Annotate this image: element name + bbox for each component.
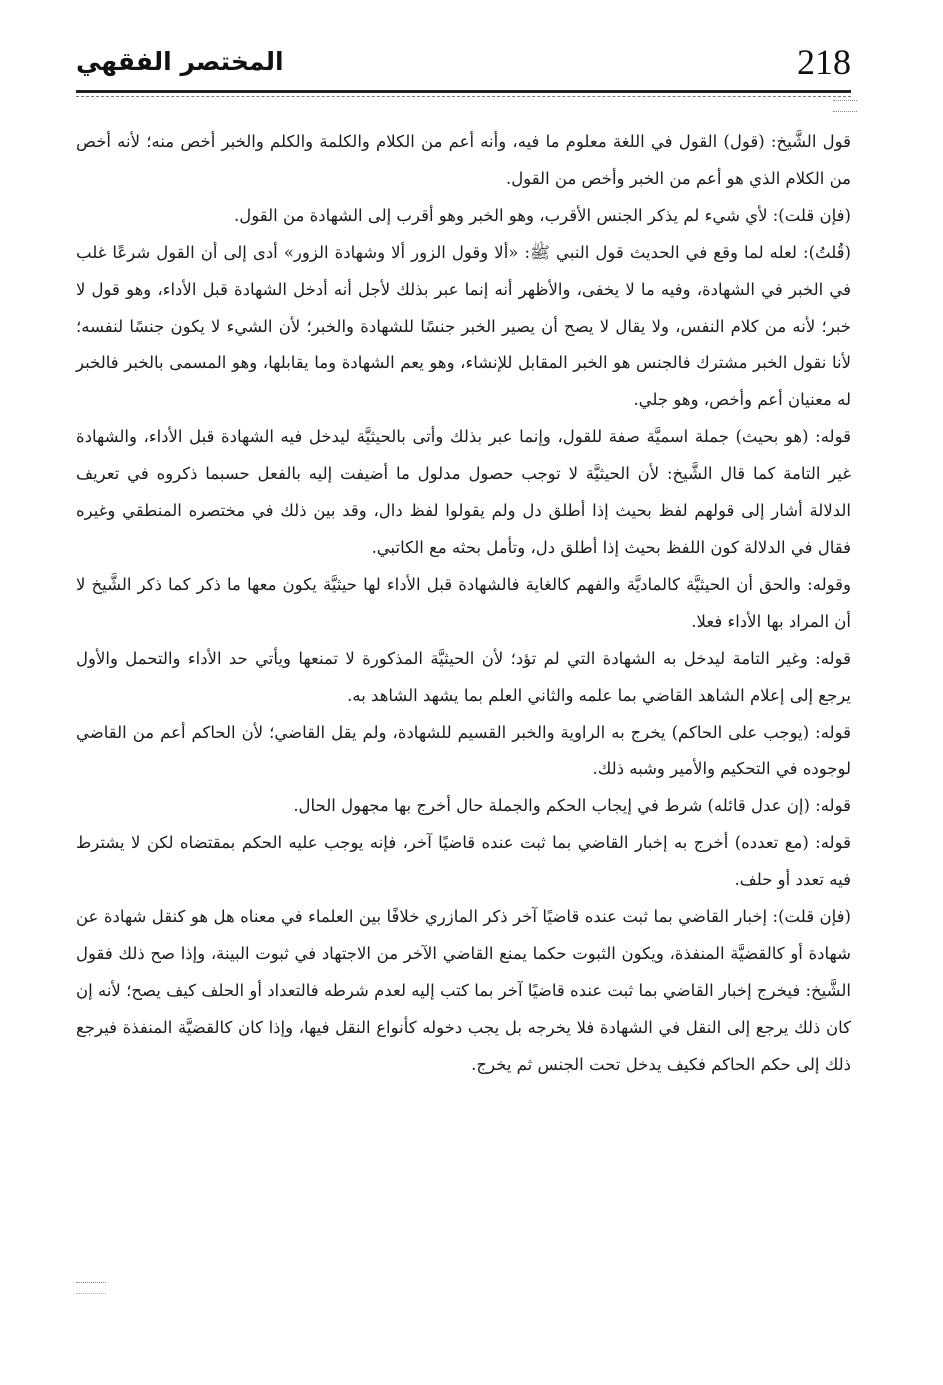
- header-rule: [76, 90, 851, 93]
- paragraph: قوله: وغير التامة ليدخل به الشهادة التي لم تؤد؛ لأن الحيثيَّة المذكورة لا تمنعها ويأتي حد الأداء والتحمل والأول يرجع إلى إعلام الشاهد القاضي بما علمه والثاني العلم بما يشهد الشاهد به.: [76, 648, 851, 705]
- header-rule-secondary: [76, 96, 851, 97]
- paragraph: قوله: (إن عدل قائله) شرط في إيجاب الحكم والجملة حال أخرج بها مجهول الحال.: [293, 796, 851, 816]
- paragraph: (فإن قلت): لأي شيء لم يذكر الجنس الأقرب، وهو الخبر وهو أقرب إلى الشهادة من القول.: [234, 205, 851, 225]
- paragraph: قوله: (مع تعدده) أخرج به إخبار القاضي بما ثبت عنده قاضيًا آخر، فإنه يوجب عليه الحكم بمقتضاه لكن لا يشترط فيه تعدد أو حلف.: [76, 833, 851, 890]
- paragraph: قوله: (هو بحيث) جملة اسميَّة صفة للقول، وإنما عبر بذلك وأتى بالحيثيَّة ليدخل فيه الشهادة قبل الأداء، والشهادة غير التامة كما قال الشَّيخ: لأن الحيثيَّة لا توجب حصول مدلول ما أضيفت إليه بالفعل حسبما ذكروه في تعريف الدلالة أشار إلى قولهم لفظ بحيث إذا أطلق دل ولم يقولوا لفظ دال، وقد بين ذلك في مختصره المنطقي وغيره فقال في الدلالة كون اللفظ بحيث إذا أطلق دل، وتأمل بحثه مع الكاتبي.: [76, 427, 851, 557]
- paragraph: (فإن قلت): إخبار القاضي بما ثبت عنده قاضيًا آخر ذكر المازري خلافًا بين العلماء في معناه هل هو كنقل شهادة عن شهادة أو كالقضيَّة المنفذة، ويكون الثبوت حكما يمنع القاضي الآخر من الاجتهاد في ثبوت البينة، وإذا صح ذلك فقول الشَّيخ: فيخرج إخبار القاضي بما ثبت عنده قاضيًا آخر بما كتب إليه لعدم شرطه فالتعداد أو الحلف كيف يصح؛ لأنه إن كان ذلك يرجع إلى النقل في الشهادة فلا يخرجه بل يجب دخوله كأنواع النقل فيها، وإذا كان كالقضيَّة المنفذة فيرجع ذلك إلى حكم الحاكم فكيف يدخل تحت الجنس ثم يخرج.: [76, 907, 851, 1074]
- paragraph: قوله: (يوجب على الحاكم) يخرج به الراوية والخبر القسيم للشهادة، ولم يقل القاضي؛ لأن الحاكم أعم من القاضي لوجوده في التحكيم والأمير وشبه ذلك.: [76, 722, 851, 779]
- page-header: [76, 38, 851, 88]
- page-number: 218: [797, 42, 851, 82]
- printer-mark-footer: [76, 1282, 106, 1294]
- running-title: المختصر الفقهي: [76, 47, 284, 76]
- body-text: [76, 124, 851, 1084]
- printer-mark: [833, 100, 857, 112]
- paragraph: (قُلتُ): لعله لما وقع في الحديث قول النبي ﷺ: «ألا وقول الزور ألا وشهادة الزور» أدى إلى أن القول شرعًا غلب في الخبر في الشهادة، وفيه ما لا يخفى، والأظهر أنه إنما عبر بذلك لأجل أنه أدخل الشهادة قبل الأداء، وهو قول لا خبر؛ لأنه من كلام النفس، ولا يقال لا يصح أن يصير الخبر جنسًا للشهادة والخبر؛ لأن الشيء لا يكون جنسًا لنفسه؛ لأنا نقول الخبر مشترك فالجنس هو الخبر المقابل للإنشاء، وهو يعم الشهادة وما يقابلها، وهو المسمى بالخبر فالخبر له معنيان أعم وأخص، وهو جلي.: [76, 242, 851, 410]
- paragraph: وقوله: والحق أن الحيثيَّة كالماديَّة والفهم كالغاية فالشهادة قبل الأداء لها حيثيَّة يكون معها ما ذكر كما ذكر الشَّيخ لا أن المراد بها الأداء فعلا.: [76, 574, 851, 631]
- paragraph: قول الشَّيخ: (قول) القول في اللغة معلوم ما فيه، وأنه أعم من الكلام والكلمة والكلم والخبر أخص منه؛ لأنه أخص من الكلام الذي هو أعم من الخبر وأخص من القول.: [76, 132, 851, 188]
